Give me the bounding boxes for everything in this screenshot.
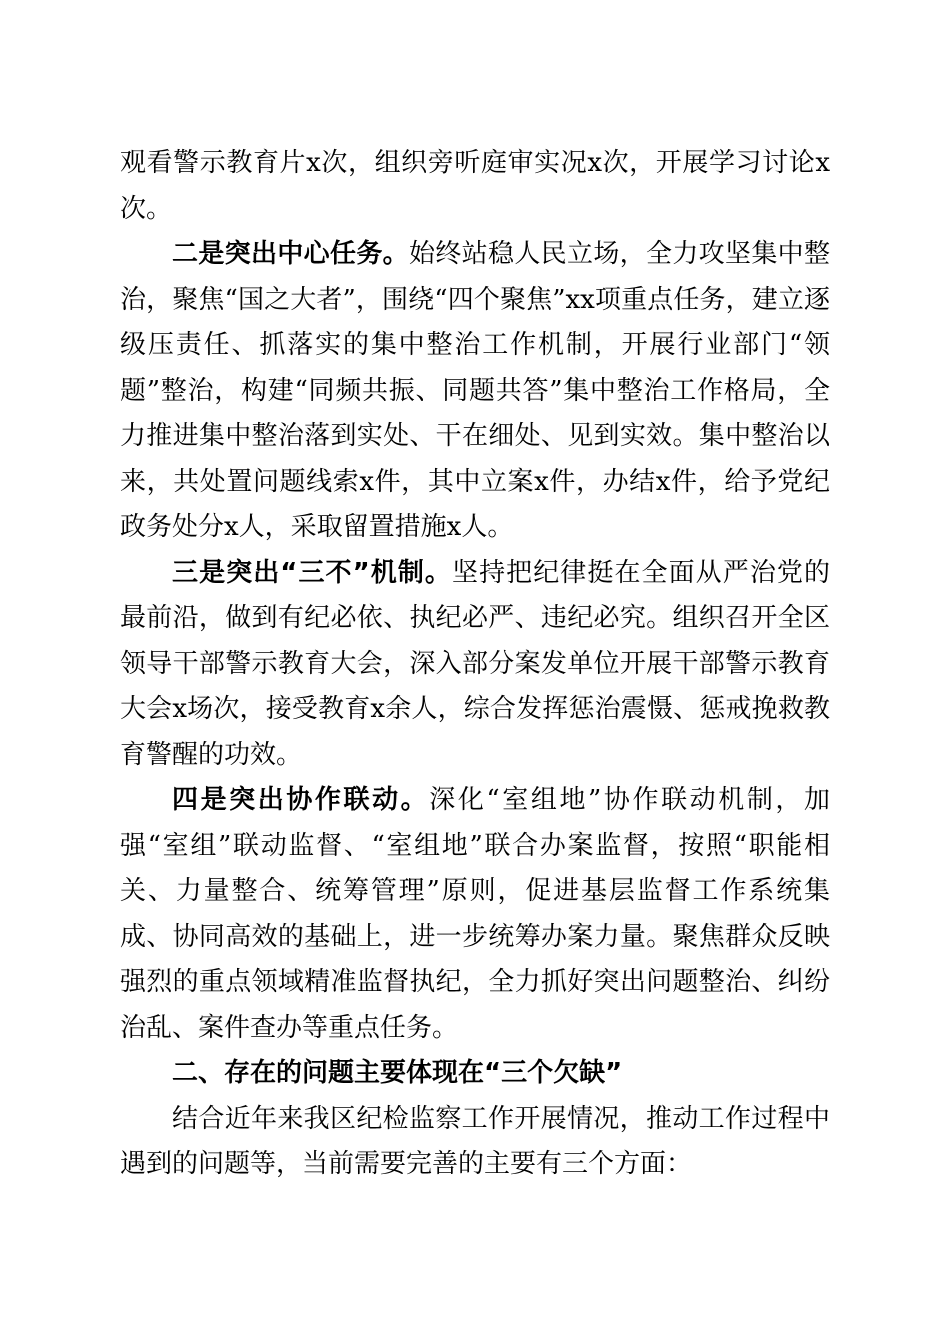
paragraph-continuation [120,141,830,232]
paragraph-lead: 四是突出协作联动。 [172,785,430,815]
document-page [120,141,830,1188]
paragraph-closing: 结合近年来我区纪检监察工作开展情况，推动工作过程中遇到的问题等，当前需要完善的主要有三个方面： [120,1103,830,1179]
paragraph-central-tasks [120,232,830,551]
paragraph-text: 始终站稳人民立场，全力攻坚集中整治，聚焦“国之大者”，围绕“四个聚焦”xx项重点任务，建立逐级压责任、抓落实的集中整治工作机制，开展行业部门“领题”整治，构建“同频共振、同题共答”集中整治工作格局，全力推进集中整治落到实处、干在细处、见到实效。集中整治以来，共处置问题线索x件，其中立案x件，办结x件，给予党纪政务处分x人，采取留置措施x人。 [120,239,830,542]
paragraph-lead: 三是突出“三不”机制。 [172,557,452,588]
paragraph-text: 坚持把纪律挺在全面从严治党的最前沿，做到有纪必依、执纪必严、违纪必究。组织召开全区领导干部警示教育大会，深入部分案发单位开展干部警示教育大会x场次，接受教育x余人，综合发挥惩治震慑、惩戒挽救教育警醒的功效。 [120,557,830,770]
paragraph-text: 深化“室组地”协作联动机制，加强“室组”联动监督、“室组地”联合办案监督，按照“职能相关、力量整合、统筹管理”原则，促进基层监督工作系统集成、协同高效的基础上，进一步统筹办案力量。聚焦群众反映强烈的重点领域精准监督执纪，全力抓好突出问题整治、纠纷治乱、案件查办等重点任务。 [120,785,830,1043]
paragraph-three-no-mechanism [120,551,830,779]
section-heading: 二、存在的问题主要体现在“三个欠缺” [172,1058,623,1088]
paragraph-lead: 二是突出中心任务。 [172,239,409,269]
paragraph-collaboration [120,778,830,1051]
paragraph-text: 观看警示教育片x次，组织旁听庭审实况x次，开展学习讨论x次。 [120,148,830,224]
